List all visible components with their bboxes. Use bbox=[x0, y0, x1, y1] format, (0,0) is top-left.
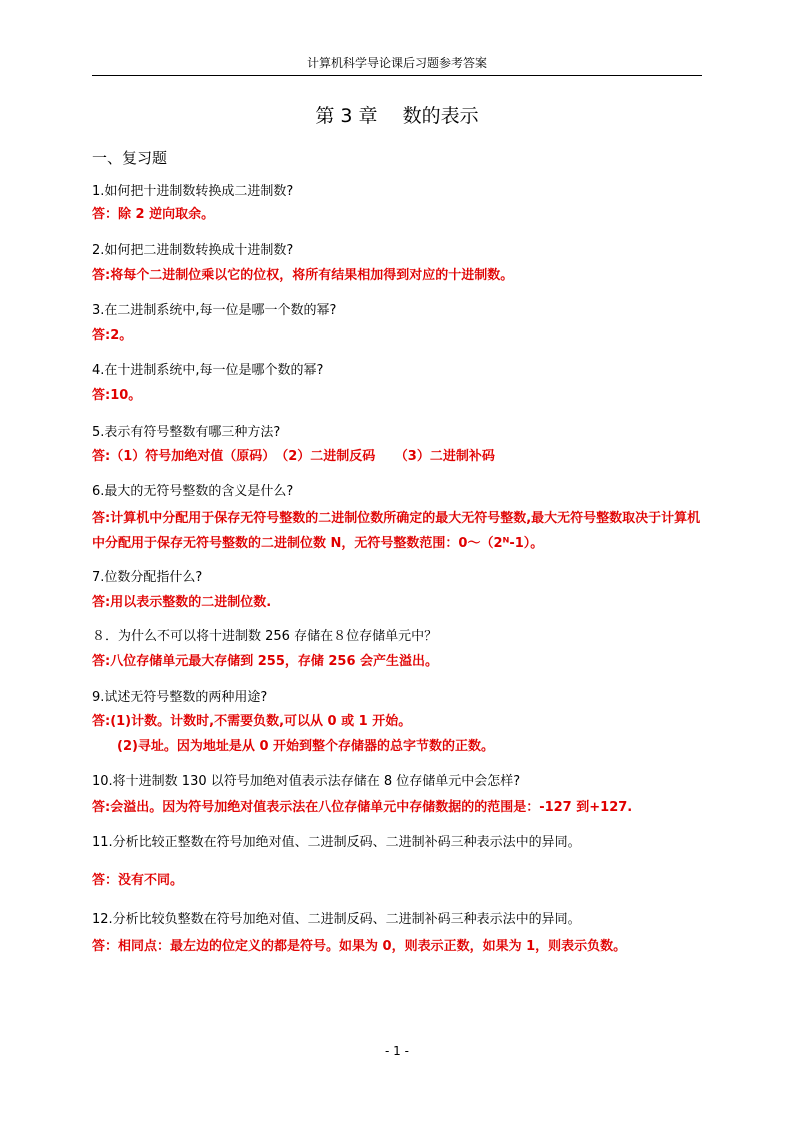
question-2: 2.如何把二进制数转换成十进制数? bbox=[92, 243, 294, 258]
question-7: 7.位数分配指什么? bbox=[92, 570, 203, 585]
answer-6: 答:计算机中分配用于保存无符号整数的二进制位数所确定的最大无符号整数,最大无符号整数取决于计算机中分配用于保存无符号整数的二进制位数 N，无符号整数范围：0～（2ᴺ-1）。 bbox=[92, 511, 701, 551]
answer-9-part-1: 答:(1)计数。计数时,不需要负数,可以从 0 或 1 开始。 bbox=[92, 714, 412, 729]
page-header: 计算机科学导论课后习题参考答案 bbox=[92, 56, 702, 76]
question-9: 9.试述无符号整数的两种用途? bbox=[92, 690, 268, 705]
answer-2: 答:将每个二进制位乘以它的位权，将所有结果相加得到对应的十进制数。 bbox=[92, 268, 514, 283]
question-11: 11.分析比较正整数在符号加绝对值、二进制反码、二进制补码三种表示法中的异同。 bbox=[92, 835, 581, 850]
answer-1: 答：除 2 逆向取余。 bbox=[92, 207, 215, 222]
answer-8: 答:八位存储单元最大存储到 255，存储 256 会产生溢出。 bbox=[92, 654, 439, 669]
answer-5: 答:（1）符号加绝对值（原码） （2）二进制反码 （3）二进制补码 bbox=[92, 449, 495, 464]
question-6: 6.最大的无符号整数的含义是什么? bbox=[92, 484, 294, 499]
answer-3: 答:2。 bbox=[92, 328, 133, 343]
question-1: 1.如何把十进制数转换成二进制数? bbox=[92, 184, 294, 199]
chapter-title: 第 3 章 数的表示 bbox=[315, 105, 479, 127]
question-10: 10.将十进制数 130 以符号加绝对值表示法存储在 8 位存储单元中会怎样? bbox=[92, 774, 521, 789]
question-4: 4.在十进制系统中,每一位是哪个数的幂? bbox=[92, 363, 324, 378]
question-5: 5.表示有符号整数有哪三种方法? bbox=[92, 425, 281, 440]
answer-4: 答:10。 bbox=[92, 388, 142, 403]
answer-9-part-2: (2)寻址。因为地址是从 0 开始到整个存储器的总字节数的正数。 bbox=[117, 739, 495, 754]
answer-12: 答：相同点：最左边的位定义的都是符号。如果为 0，则表示正数，如果为 1，则表示负数。 bbox=[92, 939, 627, 954]
page-number: - 1 - bbox=[385, 1044, 409, 1058]
question-3: 3.在二进制系统中,每一位是哪一个数的幂? bbox=[92, 303, 337, 318]
section-title: 一、复习题 bbox=[92, 149, 168, 167]
answer-10: 答:会溢出。因为符号加绝对值表示法在八位存储单元中存储数据的的范围是：-127 到+127. bbox=[92, 800, 633, 815]
answer-7: 答:用以表示整数的二进制位数. bbox=[92, 595, 272, 610]
question-12: 12.分析比较负整数在符号加绝对值、二进制反码、二进制补码三种表示法中的异同。 bbox=[92, 912, 581, 927]
question-8: ８．为什么不可以将十进制数 256 存储在８位存储单元中？ bbox=[92, 629, 438, 644]
answer-11: 答：没有不同。 bbox=[92, 873, 184, 888]
